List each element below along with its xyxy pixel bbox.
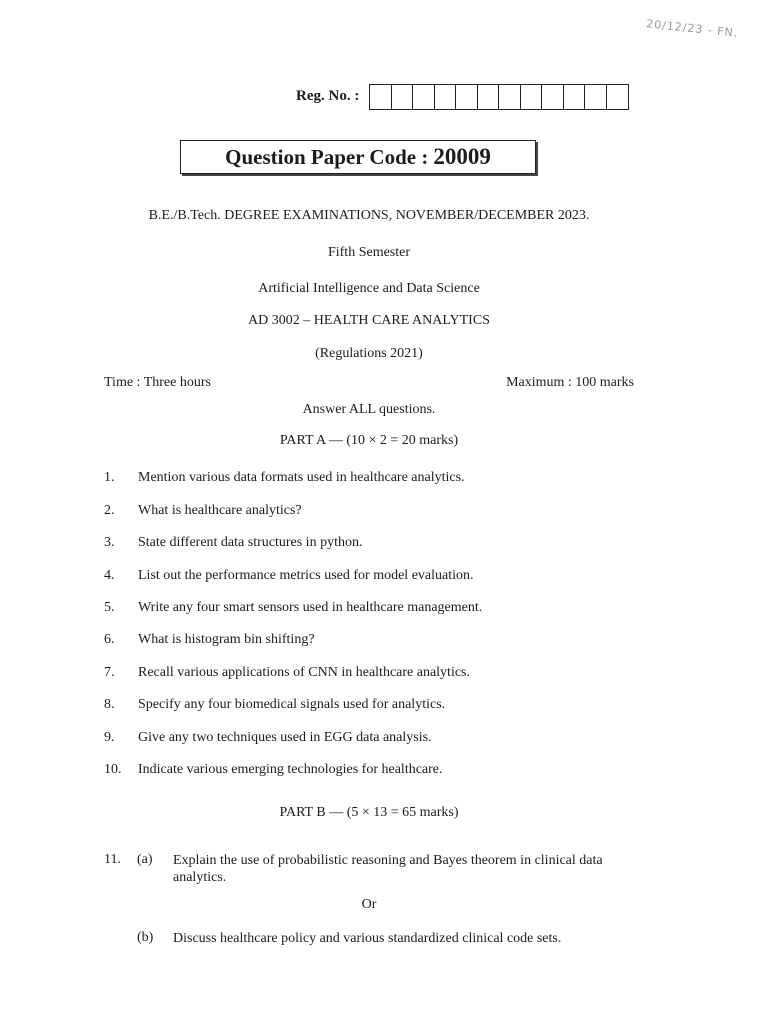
reg-no-digit-box xyxy=(521,85,543,109)
semester: Fifth Semester xyxy=(327,245,411,260)
reg-no-digit-box xyxy=(392,85,414,109)
question-text: State different data structures in python. xyxy=(138,535,363,550)
question-number: 2. xyxy=(104,503,115,518)
reg-no-digit-box xyxy=(370,85,392,109)
handwritten-date-note: 20/12/23 - FN. xyxy=(645,17,739,40)
question-text: List out the performance metrics used for model evaluation. xyxy=(138,568,474,583)
department: Artificial Intelligence and Data Science xyxy=(258,281,480,296)
question-11-number: 11. xyxy=(104,852,121,867)
question-11a-label: (a) xyxy=(137,852,153,867)
part-b-title: PART B — (5 × 13 = 65 marks) xyxy=(279,805,459,820)
reg-no-digit-box xyxy=(585,85,607,109)
reg-no-digit-box xyxy=(542,85,564,109)
question-number: 8. xyxy=(104,697,115,712)
maximum-marks: Maximum : 100 marks xyxy=(506,375,634,390)
question-text: What is histogram bin shifting? xyxy=(138,632,315,647)
time-duration: Time : Three hours xyxy=(104,375,211,390)
or-separator: Or xyxy=(361,897,377,912)
question-text: Write any four smart sensors used in healthcare management. xyxy=(138,600,483,615)
question-number: 10. xyxy=(104,762,122,777)
question-paper-code-value: 20009 xyxy=(433,144,491,169)
question-text: Give any two techniques used in EGG data analysis. xyxy=(138,730,432,745)
question-11a-text: Explain the use of probabilistic reasoning and Bayes theorem in clinical data analytics. xyxy=(173,853,603,885)
exam-title: B.E./B.Tech. DEGREE EXAMINATIONS, NOVEMBER/DECEMBER 2023. xyxy=(148,208,590,223)
instruction: Answer ALL questions. xyxy=(302,402,436,417)
reg-no-digit-box xyxy=(607,85,629,109)
question-11b-text: Discuss healthcare policy and various standardized clinical code sets. xyxy=(173,931,562,946)
question-text: Specify any four biomedical signals used for analytics. xyxy=(138,697,446,712)
question-number: 7. xyxy=(104,665,115,680)
reg-no-digit-box xyxy=(478,85,500,109)
reg-no-digit-box xyxy=(435,85,457,109)
reg-no-digit-box xyxy=(413,85,435,109)
question-text: What is healthcare analytics? xyxy=(138,503,302,518)
question-number: 4. xyxy=(104,568,115,583)
question-text: Indicate various emerging technologies for healthcare. xyxy=(138,762,443,777)
question-11b-label: (b) xyxy=(137,930,154,945)
regulations: (Regulations 2021) xyxy=(315,346,423,361)
question-paper-code-box xyxy=(180,140,536,174)
question-number: 9. xyxy=(104,730,115,745)
question-text: Recall various applications of CNN in healthcare analytics. xyxy=(138,665,471,680)
question-text: Mention various data formats used in healthcare analytics. xyxy=(138,470,465,485)
reg-no-label: Reg. No. : xyxy=(296,88,360,104)
question-number: 3. xyxy=(104,535,115,550)
question-paper-code-label: Question Paper Code : xyxy=(225,144,429,169)
question-number: 5. xyxy=(104,600,115,615)
question-number: 6. xyxy=(104,632,115,647)
reg-no-digit-box xyxy=(564,85,586,109)
reg-no-digit-box xyxy=(456,85,478,109)
reg-no-boxes xyxy=(369,84,629,110)
course-title: AD 3002 – HEALTH CARE ANALYTICS xyxy=(248,313,490,328)
question-number: 1. xyxy=(104,470,115,485)
reg-no-digit-box xyxy=(499,85,521,109)
part-a-title: PART A — (10 × 2 = 20 marks) xyxy=(279,433,459,448)
